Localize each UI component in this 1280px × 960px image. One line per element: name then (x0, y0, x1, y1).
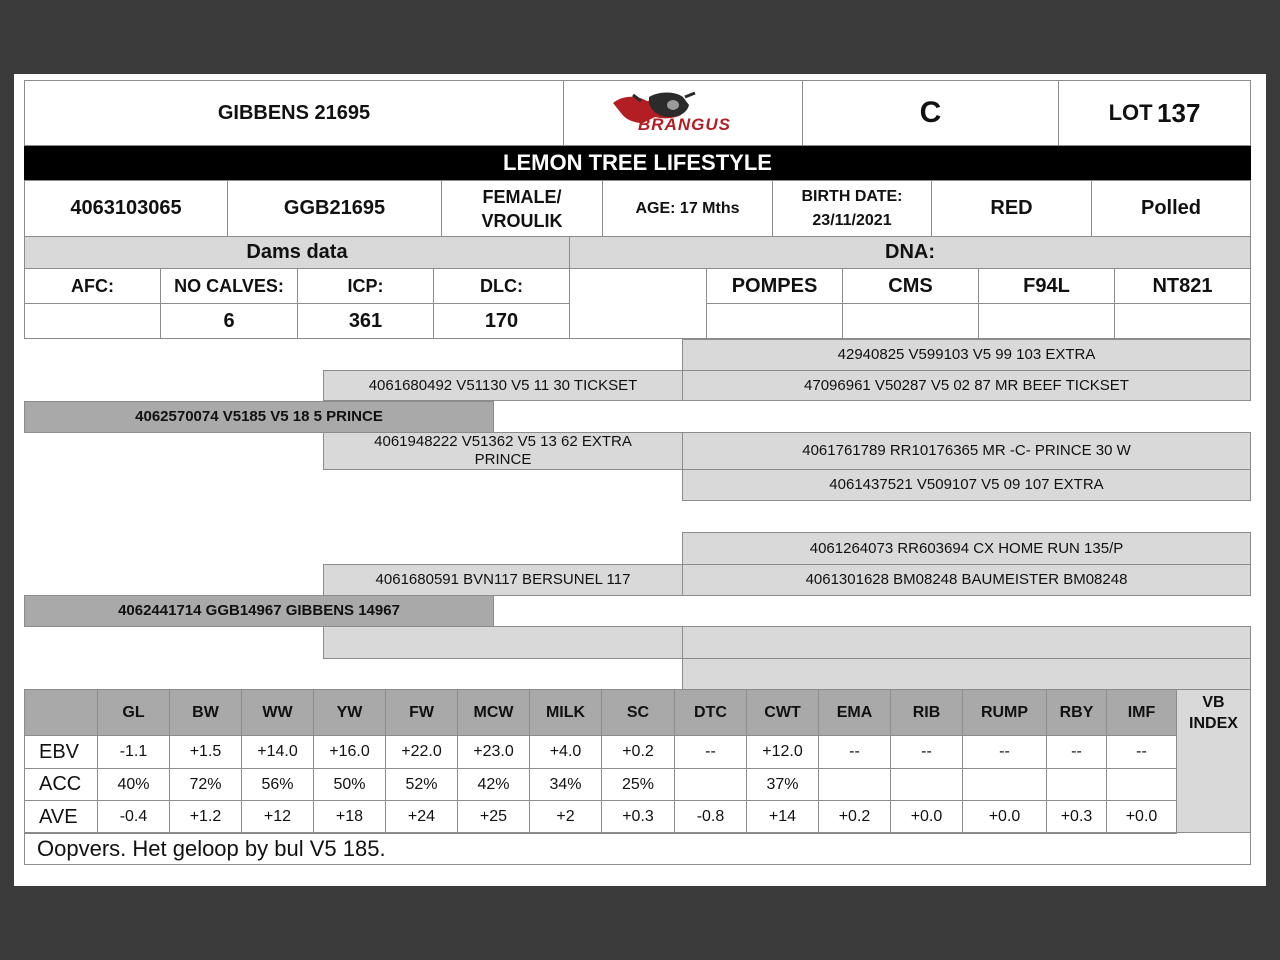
ebv-cell-acc-dtc (674, 768, 747, 801)
ebv-header-fw: FW (385, 689, 458, 736)
ebv-cell-ebv-dtc: -- (674, 735, 747, 769)
horn-status: Polled (1091, 180, 1251, 237)
dams-title: Dams data (24, 236, 570, 269)
birth-date-value: 23/11/2021 (812, 211, 892, 229)
ebv-cell-ave-cwt: +14 (746, 800, 819, 834)
ebv-header-dtc: DTC (674, 689, 747, 736)
pedigree-sire-sire-dam: 47096961 V50287 V5 02 87 MR BEEF TICKSET (682, 370, 1251, 401)
remark-note: Oopvers. Het geloop by bul V5 185. (24, 832, 1251, 865)
ebv-cell-ave-milk: +2 (529, 800, 602, 834)
pedigree-sire-dam: 4061948222 V51362 V5 13 62 EXTRA PRINCE (323, 432, 683, 470)
ebv-cell-acc-sc: 25% (601, 768, 675, 801)
vb-index-line1: VB (1202, 694, 1225, 711)
ebv-cell-ave-sc: +0.3 (601, 800, 675, 834)
ebv-cell-ave-fw: +24 (385, 800, 458, 834)
dna-header-nt821: NT821 (1114, 268, 1251, 304)
ebv-header-yw: YW (313, 689, 386, 736)
ebv-row-label-ave: AVE (24, 800, 98, 834)
ebv-cell-ebv-rump: -- (962, 735, 1047, 769)
dna-value-pompes (706, 303, 843, 339)
animal-id: 4063103065 (24, 180, 228, 237)
ebv-header-cwt: CWT (746, 689, 819, 736)
ebv-cell-ebv-cwt: +12.0 (746, 735, 819, 769)
vb-index (1176, 689, 1251, 833)
dna-value-nt821 (1114, 303, 1251, 339)
pedigree-dam-sire-dam: 4061301628 BM08248 BAUMEISTER BM08248 (682, 564, 1251, 596)
ebv-cell-ave-imf: +0.0 (1106, 800, 1177, 834)
ebv-cell-acc-gl: 40% (97, 768, 170, 801)
pedigree-dam-dam-sire (682, 626, 1251, 659)
sex (441, 180, 603, 237)
vb-index-line2: INDEX (1189, 715, 1238, 732)
pedigree-dam-sire-sire: 4061264073 RR603694 CX HOME RUN 135/P (682, 532, 1251, 565)
ebv-header-ww: WW (241, 689, 314, 736)
ebv-cell-ave-rby: +0.3 (1046, 800, 1107, 834)
ebv-row-label-acc: ACC (24, 768, 98, 801)
birth-date (772, 180, 932, 237)
dna-header-cms: CMS (842, 268, 979, 304)
ebv-header-rump: RUMP (962, 689, 1047, 736)
lot-prefix: LOT (1108, 100, 1153, 125)
dams-header-afc: AFC: (24, 268, 161, 304)
dams-header-dlc: DLC: (433, 268, 570, 304)
banner: LEMON TREE LIFESTYLE (24, 146, 1251, 180)
ebv-cell-acc-mcw: 42% (457, 768, 530, 801)
ebv-cell-acc-bw: 72% (169, 768, 242, 801)
ebv-cell-acc-fw: 52% (385, 768, 458, 801)
ebv-header-ema: EMA (818, 689, 891, 736)
ebv-cell-ave-yw: +18 (313, 800, 386, 834)
ebv-cell-ave-mcw: +25 (457, 800, 530, 834)
dams-value-no-calves: 6 (160, 303, 298, 339)
ebv-cell-ave-bw: +1.2 (169, 800, 242, 834)
brand-logo-text: BRANGUS (638, 115, 731, 134)
dna-blank-cell (569, 268, 707, 339)
dams-value-afc (24, 303, 161, 339)
dams-header-icp: ICP: (297, 268, 434, 304)
pedigree-dam: 4062441714 GGB14967 GIBBENS 14967 (24, 595, 494, 627)
ebv-cell-ave-dtc: -0.8 (674, 800, 747, 834)
ebv-cell-acc-rib (890, 768, 963, 801)
ebv-cell-ebv-mcw: +23.0 (457, 735, 530, 769)
ebv-cell-ebv-fw: +22.0 (385, 735, 458, 769)
pedigree-dam-dam-dam (682, 658, 1251, 690)
pedigree-sire-sire: 4061680492 V51130 V5 11 30 TICKSET (323, 370, 683, 401)
ebv-header-rby: RBY (1046, 689, 1107, 736)
ebv-cell-ebv-ema: -- (818, 735, 891, 769)
ebv-cell-acc-ww: 56% (241, 768, 314, 801)
animal-name: GIBBENS 21695 (24, 80, 564, 146)
dna-header-pompes: POMPES (706, 268, 843, 304)
dna-value-f94l (978, 303, 1115, 339)
dams-value-dlc: 170 (433, 303, 570, 339)
ebv-cell-acc-imf (1106, 768, 1177, 801)
ebv-cell-ebv-sc: +0.2 (601, 735, 675, 769)
colour: RED (931, 180, 1092, 237)
dna-value-cms (842, 303, 979, 339)
lot-number-value: 137 (1157, 97, 1201, 128)
pedigree-dam-sire: 4061680591 BVN117 BERSUNEL 117 (323, 564, 683, 596)
ebv-cell-ave-rump: +0.0 (962, 800, 1047, 834)
ebv-row-label-ebv: EBV (24, 735, 98, 769)
ebv-cell-ave-ww: +12 (241, 800, 314, 834)
ebv-header-corner (24, 689, 98, 736)
ebv-header-imf: IMF (1106, 689, 1177, 736)
dna-title: DNA: (569, 236, 1251, 269)
ebv-cell-ebv-rib: -- (890, 735, 963, 769)
ebv-cell-ebv-milk: +4.0 (529, 735, 602, 769)
dams-header-no-calves: NO CALVES: (160, 268, 298, 304)
ebv-cell-ebv-ww: +14.0 (241, 735, 314, 769)
pedigree-sire: 4062570074 V5185 V5 18 5 PRINCE (24, 401, 494, 433)
ebv-cell-ave-rib: +0.0 (890, 800, 963, 834)
ebv-cell-ave-ema: +0.2 (818, 800, 891, 834)
pedigree-sire-dam-sire: 4061761789 RR10176365 MR -C- PRINCE 30 W (682, 432, 1251, 470)
ebv-header-sc: SC (601, 689, 675, 736)
animal-code: GGB21695 (227, 180, 442, 237)
ebv-cell-ebv-bw: +1.5 (169, 735, 242, 769)
ebv-header-bw: BW (169, 689, 242, 736)
age: AGE: 17 Mths (602, 180, 773, 237)
pedigree-sire-sire-sire: 42940825 V599103 V5 99 103 EXTRA (682, 339, 1251, 371)
ebv-cell-acc-ema (818, 768, 891, 801)
pedigree-dam-dam (323, 626, 683, 659)
class-grade: C (802, 80, 1059, 146)
ebv-header-milk: MILK (529, 689, 602, 736)
dna-header-f94l: F94L (978, 268, 1115, 304)
ebv-cell-acc-cwt: 37% (746, 768, 819, 801)
lot-number (1058, 80, 1251, 146)
pedigree-sire-dam-dam: 4061437521 V509107 V5 09 107 EXTRA (682, 469, 1251, 501)
ebv-cell-ave-gl: -0.4 (97, 800, 170, 834)
ebv-cell-ebv-yw: +16.0 (313, 735, 386, 769)
sex-line1: FEMALE/ (482, 186, 562, 207)
ebv-cell-ebv-gl: -1.1 (97, 735, 170, 769)
ebv-cell-acc-rump (962, 768, 1047, 801)
ebv-cell-acc-rby (1046, 768, 1107, 801)
birth-date-label: BIRTH DATE: (801, 187, 903, 205)
ebv-cell-ebv-rby: -- (1046, 735, 1107, 769)
ebv-cell-acc-yw: 50% (313, 768, 386, 801)
ebv-cell-acc-milk: 34% (529, 768, 602, 801)
sex-line2: VROULIK (481, 210, 563, 231)
ebv-header-gl: GL (97, 689, 170, 736)
ebv-cell-ebv-imf: -- (1106, 735, 1177, 769)
dams-value-icp: 361 (297, 303, 434, 339)
ebv-header-rib: RIB (890, 689, 963, 736)
brangus-logo (563, 80, 803, 146)
ebv-header-mcw: MCW (457, 689, 530, 736)
